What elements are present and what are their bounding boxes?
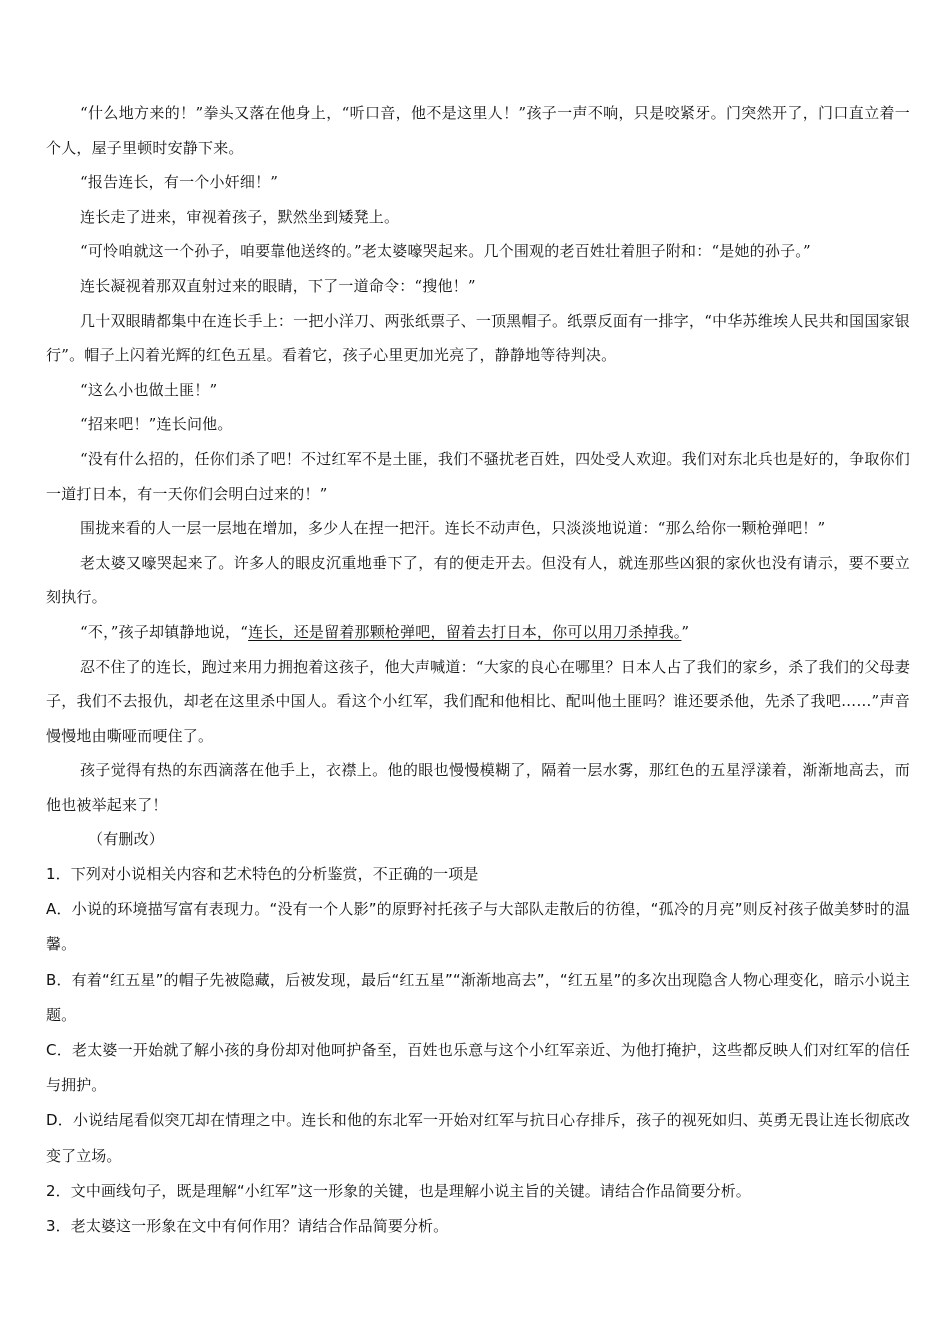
story-paragraph: 老太婆又嚎哭起来了。许多人的眼皮沉重地垂下了，有的便走开去。但没有人，就连那些凶狠的家伙也没有请示，要不要立刻执行。 bbox=[46, 553, 910, 607]
story-paragraph: 围拢来看的人一层一层地在增加，多少人在捏一把汗。连长不动声色，只淡淡地说道：“那么给你一颗枪弹吧！” bbox=[80, 519, 826, 538]
story-paragraph: 几十双眼睛都集中在连长手上：一把小洋刀、两张纸票子、一顶黑帽子。纸票反面有一排字，“中华苏维埃人民共和国国家银行”。帽子上闪着光辉的红色五星。看着它，孩子心里更加光亮了，静静地等待判决。 bbox=[46, 311, 910, 365]
question-2: 2．文中画线句子，既是理解“小红军”这一形象的关键，也是理解小说主旨的关键。请结合作品简要分析。 bbox=[46, 1181, 751, 1200]
quote-prefix: “不，”孩子却镇静地说，“ bbox=[80, 622, 249, 641]
document-page bbox=[46, 96, 910, 1244]
underlined-sentence: 连长，还是留着那颗枪弹吧，留着去打日本，你可以用刀杀掉我。 bbox=[248, 622, 682, 641]
source-note: （有删改） bbox=[88, 830, 165, 849]
story-paragraph: 连长凝视着那双直射过来的眼睛，下了一道命令：“搜他！” bbox=[80, 276, 476, 295]
quote-suffix: ” bbox=[681, 622, 690, 641]
question-1-option-d: D．小说结尾看似突兀却在情理之中。连长和他的东北军一开始对红军与抗日心存排斥，孩子的视死如归、英勇无畏让连长彻底改变了立场。 bbox=[46, 1111, 910, 1165]
question-3: 3．老太婆这一形象在文中有何作用？请结合作品简要分析。 bbox=[46, 1217, 449, 1236]
story-paragraph: 忍不住了的连长，跑过来用力拥抱着这孩子，他大声喊道：“大家的良心在哪里？日本人占了我们的家乡，杀了我们的父母妻子，我们不去报仇，却老在这里杀中国人。看这个小红军，我们配和他相比、配叫他土匪吗？谁还要杀他，先杀了我吧……”声音慢慢地由嘶哑而哽住了。 bbox=[46, 657, 910, 745]
story-paragraph: 连长走了进来，审视着孩子，默然坐到矮凳上。 bbox=[80, 207, 400, 226]
story-paragraph: 孩子觉得有热的东西滴落在他手上，衣襟上。他的眼也慢慢模糊了，隔着一层水雾，那红色的五星浮漾着，渐渐地高去，而他也被举起来了！ bbox=[46, 761, 910, 814]
question-1-option-b: B．有着“红五星”的帽子先被隐藏，后被发现，最后“红五星”“渐渐地高去”，“红五星”的多次出现隐含人物心理变化，暗示小说主题。 bbox=[46, 970, 910, 1024]
story-paragraph: “这么小也做土匪！” bbox=[80, 380, 218, 399]
question-1-option-c: C．老太婆一开始就了解小孩的身份却对他呵护备至，百姓也乐意与这个小红军亲近、为他打掩护，这些都反映人们对红军的信任与拥护。 bbox=[46, 1041, 910, 1095]
story-paragraph-underlined bbox=[46, 615, 910, 650]
question-1-option-a: A．小说的环境描写富有表现力。“没有一个人影”的原野衬托孩子与大部队走散后的彷徨，“孤冷的月亮”则反衬孩子做美梦时的温馨。 bbox=[46, 900, 910, 954]
story-paragraph: “什么地方来的！”拳头又落在他身上，“听口音，他不是这里人！”孩子一声不响，只是咬紧牙。门突然开了，门口直立着一个人，屋子里顿时安静下来。 bbox=[46, 104, 910, 157]
question-1-stem: 1．下列对小说相关内容和艺术特色的分析鉴赏，不正确的一项是 bbox=[46, 865, 479, 884]
story-paragraph: “招来吧！”连长问他。 bbox=[80, 415, 233, 434]
story-paragraph: “没有什么招的，任你们杀了吧！不过红军不是土匪，我们不骚扰老百姓，四处受人欢迎。我们对东北兵也是好的，争取你们一道打日本，有一天你们会明白过来的！” bbox=[46, 449, 910, 503]
story-paragraph: “报告连长，有一个小奸细！” bbox=[80, 173, 279, 192]
story-paragraph: “可怜咱就这一个孙子，咱要靠他送终的。”老太婆嚎哭起来。几个围观的老百姓壮着胆子附和：“是她的孙子。” bbox=[80, 242, 811, 261]
